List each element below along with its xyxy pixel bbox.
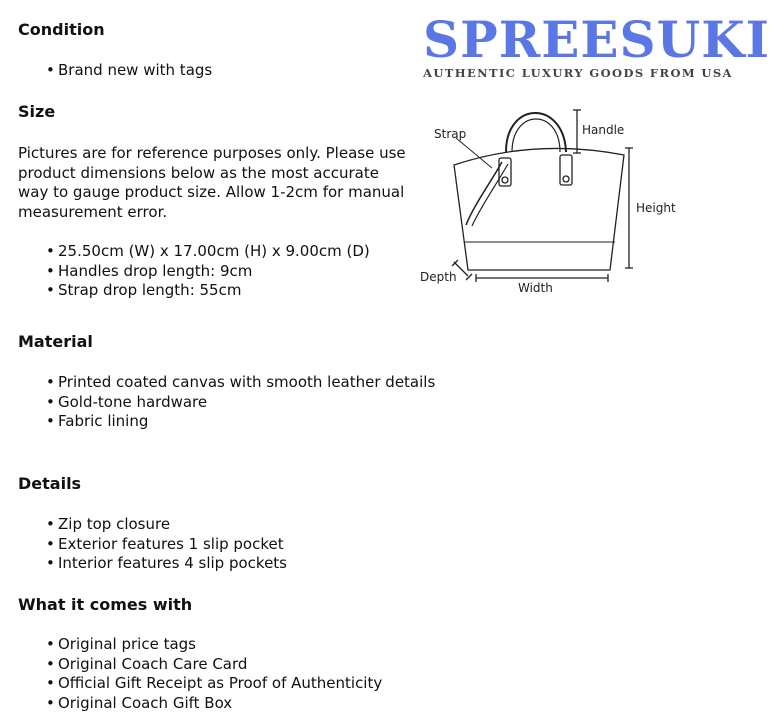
comes-with-list — [46, 635, 382, 713]
list-item: • Handles drop length: 9cm — [46, 262, 370, 282]
list-item: • Official Gift Receipt as Proof of Authenticity — [46, 674, 382, 694]
width-label: Width — [518, 281, 553, 295]
bag-dimension-diagram — [414, 100, 714, 305]
material-heading: Material — [18, 332, 93, 351]
list-item: • Strap drop length: 55cm — [46, 281, 370, 301]
strap-pointer-line — [456, 138, 492, 168]
logo-tagline: AUTHENTIC LUXURY GOODS FROM USA — [423, 66, 733, 80]
handle-label: Handle — [582, 123, 625, 137]
list-item: • Interior features 4 slip pockets — [46, 554, 287, 574]
height-label: Height — [636, 201, 676, 215]
list-item: • Original price tags — [46, 635, 382, 655]
depth-label: Depth — [420, 270, 457, 284]
list-item: • Gold-tone hardware — [46, 393, 435, 413]
list-item: • Fabric lining — [46, 412, 435, 432]
size-heading: Size — [18, 102, 56, 121]
list-item: • Brand new with tags — [46, 61, 212, 81]
bag-body — [454, 148, 624, 270]
size-description: Pictures are for reference purposes only. Please use product dimensions below as the most accurate way to gauge product size. Allow 1-2cm for manual measurement error. — [18, 144, 406, 221]
details-list — [46, 515, 287, 574]
comes-with-heading: What it comes with — [18, 595, 193, 614]
brand-logo — [423, 10, 770, 80]
list-item: • Original Coach Care Card — [46, 655, 382, 675]
list-item: • Exterior features 1 slip pocket — [46, 535, 287, 555]
strap-shape — [466, 162, 502, 225]
list-item: • Printed coated canvas with smooth leather details — [46, 373, 435, 393]
condition-heading: Condition — [18, 20, 105, 39]
condition-list — [46, 61, 212, 81]
logo-wordmark: SPREESUKI — [423, 10, 770, 69]
list-item: • Original Coach Gift Box — [46, 694, 382, 714]
list-item: • 25.50cm (W) x 17.00cm (H) x 9.00cm (D) — [46, 242, 370, 262]
strap-label: Strap — [434, 127, 467, 141]
material-list — [46, 373, 435, 432]
details-heading: Details — [18, 474, 82, 493]
list-item: • Zip top closure — [46, 515, 287, 535]
size-list — [46, 242, 370, 301]
